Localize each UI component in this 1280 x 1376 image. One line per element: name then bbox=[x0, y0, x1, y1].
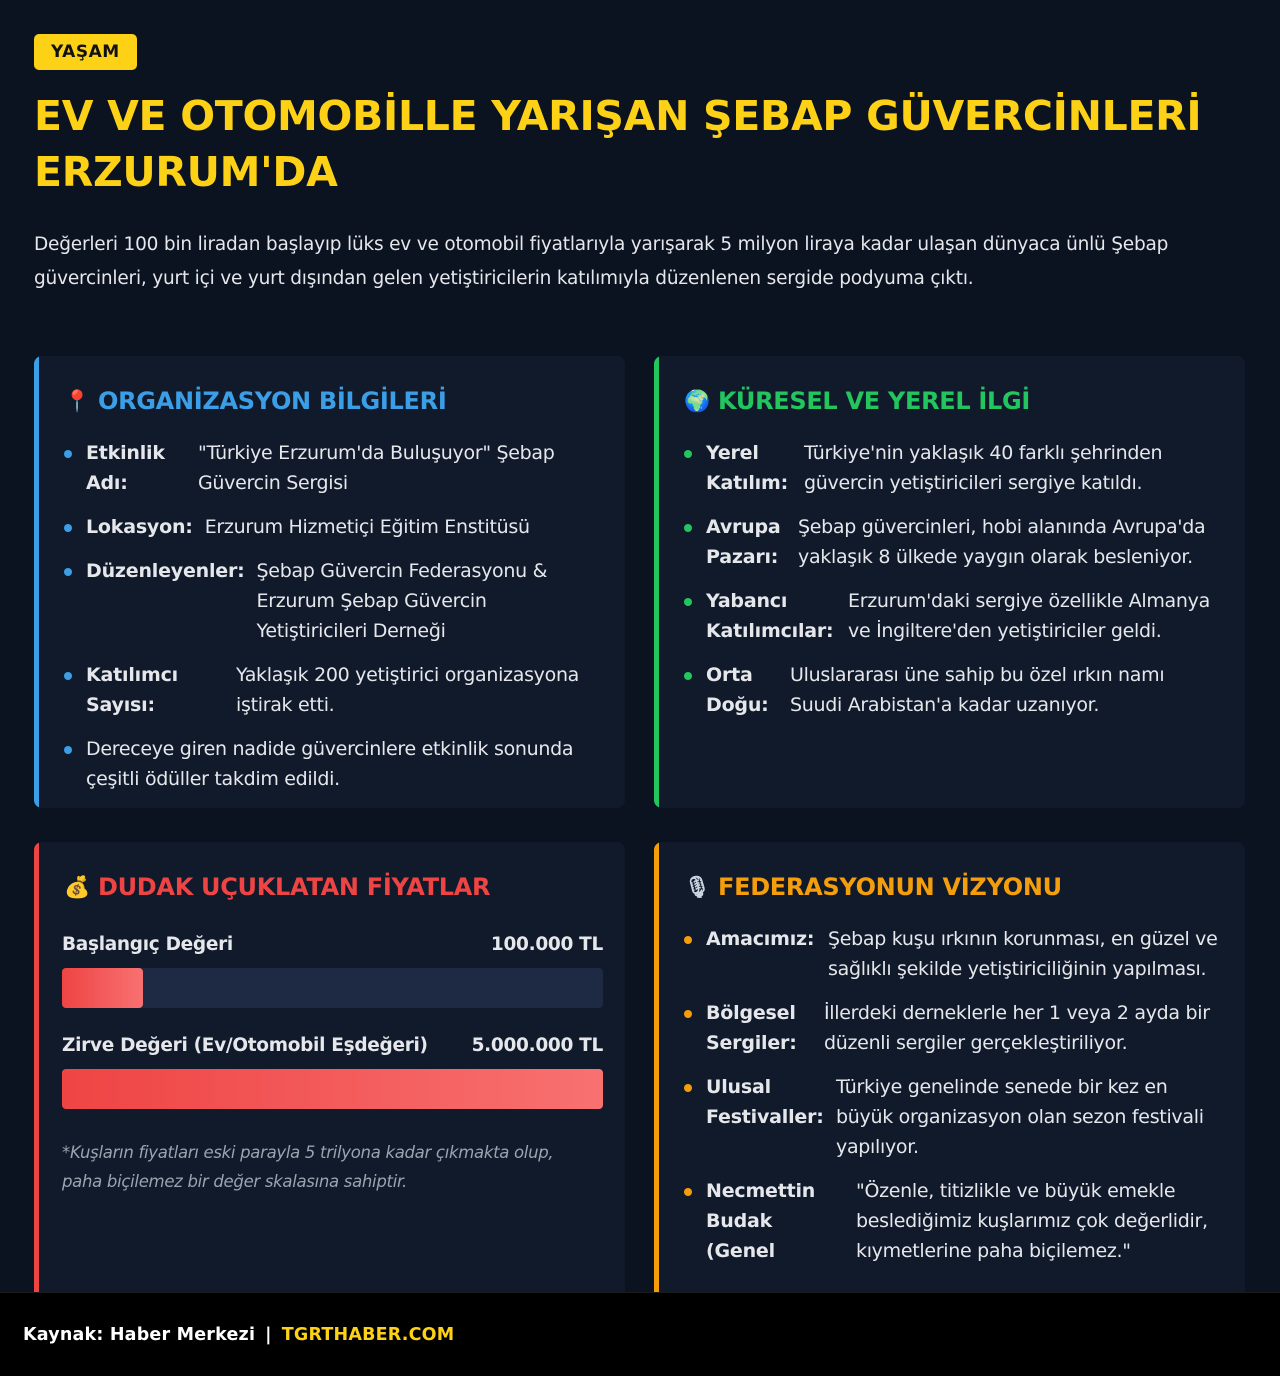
money-bag-icon: 💰 bbox=[64, 875, 90, 899]
vision-title-text: FEDERASYONUN VİZYONU bbox=[718, 873, 1062, 901]
pin-icon: 📍 bbox=[64, 389, 90, 413]
item-value: "Türkiye Erzurum'da Buluşuyor" Şebap Güvercin Sergisi bbox=[198, 442, 555, 494]
bullet-icon bbox=[684, 450, 692, 458]
item-label: Ulusal Festivaller: bbox=[706, 1076, 824, 1128]
bullet-icon bbox=[684, 936, 692, 944]
vision-title bbox=[684, 870, 1062, 904]
item-value: Dereceye giren nadide güvercinlere etkinlik sonunda çeşitli ödüller takdim edildi. bbox=[86, 738, 574, 790]
item-value: Şebap güvercinleri, hobi alanında Avrupa'da yaklaşık 8 ülkede yaygın olarak besleniyor. bbox=[798, 516, 1206, 568]
price-bar-fill bbox=[62, 968, 143, 1008]
list-item bbox=[64, 556, 585, 646]
footer-source: Kaynak: Haber Merkezi bbox=[23, 1324, 256, 1345]
item-label: Yabancı Katılımcılar: bbox=[706, 590, 834, 642]
price-value: 5.000.000 TL bbox=[471, 1035, 603, 1056]
list-item bbox=[684, 924, 1221, 984]
bullet-icon bbox=[64, 746, 72, 754]
item-value: "Özenle, titizlikle ve büyük emekle beslediğimiz kuşlarımız çok değerlidir, kıymetlerine paha biçilemez." bbox=[856, 1180, 1208, 1262]
price-row-peak bbox=[62, 1035, 603, 1056]
price-row-start bbox=[62, 934, 603, 955]
list-item bbox=[64, 734, 585, 794]
price-bar-track bbox=[62, 1069, 603, 1109]
card-accent-bar bbox=[34, 842, 39, 1302]
list-item bbox=[64, 660, 585, 720]
list-item bbox=[684, 1176, 1221, 1266]
organization-title-text: ORGANİZASYON BİLGİLERİ bbox=[98, 387, 447, 415]
list-item bbox=[684, 586, 1221, 646]
page-title: EV VE OTOMOBİLLE YARIŞAN ŞEBAP GÜVERCİNLERİ ERZURUM'DA bbox=[34, 92, 1202, 196]
item-label: Necmettin Budak (Genel bbox=[706, 1180, 816, 1262]
price-value: 100.000 TL bbox=[490, 934, 603, 955]
bullet-icon bbox=[684, 1084, 692, 1092]
card-accent-bar bbox=[654, 356, 659, 808]
bullet-icon bbox=[684, 598, 692, 606]
globe-icon: 🌍 bbox=[684, 389, 710, 413]
bullet-icon bbox=[684, 1188, 692, 1196]
organization-title bbox=[64, 384, 446, 418]
item-value: Erzurum Hizmetiçi Eğitim Enstitüsü bbox=[204, 516, 530, 538]
list-item bbox=[684, 1072, 1221, 1162]
list-item bbox=[64, 438, 585, 498]
bullet-icon bbox=[684, 524, 692, 532]
price-bar-fill bbox=[62, 1069, 603, 1109]
price-note: *Kuşların fiyatları eski parayla 5 trilyona kadar çıkmakta olup, paha biçilemez bir değer skalasına sahiptir. bbox=[62, 1143, 554, 1191]
item-label: Avrupa Pazarı: bbox=[706, 516, 781, 568]
interest-title-text: KÜRESEL VE YEREL İLGİ bbox=[718, 387, 1031, 415]
item-label: Orta Doğu: bbox=[706, 664, 769, 716]
card-accent-bar bbox=[654, 842, 659, 1302]
item-label: Düzenleyenler: bbox=[86, 560, 245, 582]
item-value: Erzurum'daki sergiye özellikle Almanya ve İngiltere'den yetiştiriciler geldi. bbox=[848, 590, 1210, 642]
card-accent-bar bbox=[34, 356, 39, 808]
list-item bbox=[684, 998, 1221, 1058]
item-value: Yaklaşık 200 yetiştirici organizasyona iştirak etti. bbox=[236, 664, 580, 716]
footer-brand-link[interactable]: TGRTHABER.COM bbox=[281, 1324, 455, 1345]
item-value: Türkiye genelinde senede bir kez en büyük organizasyon olan sezon festivali yapılıyor. bbox=[836, 1076, 1204, 1158]
prices-title-text: DUDAK UÇUKLATAN FİYATLAR bbox=[98, 873, 491, 901]
footer-separator: | bbox=[265, 1324, 272, 1345]
prices-card bbox=[34, 842, 625, 1302]
interest-card bbox=[654, 356, 1245, 808]
bullet-icon bbox=[64, 672, 72, 680]
interest-title bbox=[684, 384, 1030, 418]
item-value: Şebap kuşu ırkının korunması, en güzel ve sağlıklı şekilde yetiştiriciliğinin yapılması. bbox=[828, 928, 1218, 980]
list-item bbox=[684, 660, 1221, 720]
bullet-icon bbox=[64, 524, 72, 532]
item-label: Lokasyon: bbox=[86, 516, 193, 538]
item-label: Bölgesel Sergiler: bbox=[706, 1002, 797, 1054]
category-tag: YAŞAM bbox=[34, 34, 137, 70]
item-value: Uluslararası üne sahip bu özel ırkın namı Suudi Arabistan'a kadar uzanıyor. bbox=[790, 664, 1165, 716]
prices-title bbox=[64, 870, 490, 904]
item-label: Amacımız: bbox=[706, 928, 815, 950]
microphone-icon: 🎙 bbox=[684, 875, 711, 899]
bullet-icon bbox=[64, 568, 72, 576]
bullet-icon bbox=[684, 1010, 692, 1018]
item-label: Katılımcı Sayısı: bbox=[86, 664, 178, 716]
item-label: Yerel Katılım: bbox=[706, 442, 788, 494]
item-value: Şebap Güvercin Federasyonu & Erzurum Şebap Güvercin Yetiştiricileri Derneği bbox=[256, 560, 548, 642]
list-item bbox=[64, 512, 585, 542]
item-value: Türkiye'nin yaklaşık 40 farklı şehrinden güvercin yetiştiricileri sergiye katıldı. bbox=[804, 442, 1163, 494]
list-item bbox=[684, 438, 1221, 498]
price-label: Zirve Değeri (Ev/Otomobil Eşdeğeri) bbox=[62, 1035, 428, 1056]
list-item bbox=[684, 512, 1221, 572]
bullet-icon bbox=[64, 450, 72, 458]
organization-list bbox=[64, 438, 585, 808]
price-bar-track bbox=[62, 968, 603, 1008]
interest-list bbox=[684, 438, 1221, 734]
item-label: Etkinlik Adı: bbox=[86, 442, 165, 494]
vision-card bbox=[654, 842, 1245, 1302]
bullet-icon bbox=[684, 672, 692, 680]
organization-card bbox=[34, 356, 625, 808]
vision-list bbox=[684, 924, 1221, 1280]
footer bbox=[0, 1292, 1280, 1376]
price-label: Başlangıç Değeri bbox=[62, 934, 233, 955]
item-value: İllerdeki derneklerle her 1 veya 2 ayda bir düzenli sergiler gerçekleştiriliyor. bbox=[824, 1002, 1210, 1054]
lead-paragraph: Değerleri 100 bin liradan başlayıp lüks ev ve otomobil fiyatlarıyla yarışarak 5 milyon liraya kadar ulaşan dünyaca ünlü Şebap güvercinleri, yurt içi ve yurt dışından gelen yetiştiricilerin katılımıyla düzenlenen sergide podyuma çıktı. bbox=[34, 234, 1169, 289]
